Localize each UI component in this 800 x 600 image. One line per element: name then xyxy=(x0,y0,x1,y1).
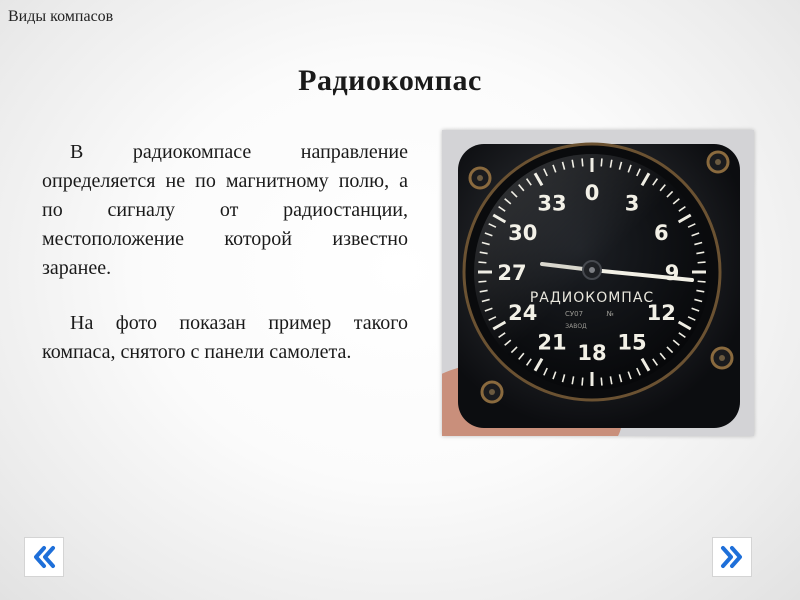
next-slide-button[interactable] xyxy=(712,537,752,577)
screw-icon xyxy=(708,152,728,172)
paragraph-description: В радиокомпасе направление определяется не по магнитному полю, а по сигналу от радиостанции, местоположение которой известно заранее. xyxy=(42,141,408,279)
slide-title: Радиокомпас xyxy=(298,64,482,97)
paragraph-photo-note: На фото показан пример такого компаса, снятого с панели самолета. xyxy=(42,312,408,363)
screw-icon xyxy=(482,382,502,402)
double-chevron-left-icon xyxy=(30,543,58,571)
radio-compass-photo xyxy=(442,130,754,436)
double-chevron-right-icon xyxy=(718,543,746,571)
screw-icon xyxy=(712,348,732,368)
breadcrumb: Виды компасов xyxy=(8,8,114,25)
slide-body xyxy=(42,138,408,393)
screw-icon xyxy=(470,168,490,188)
prev-slide-button[interactable] xyxy=(24,537,64,577)
